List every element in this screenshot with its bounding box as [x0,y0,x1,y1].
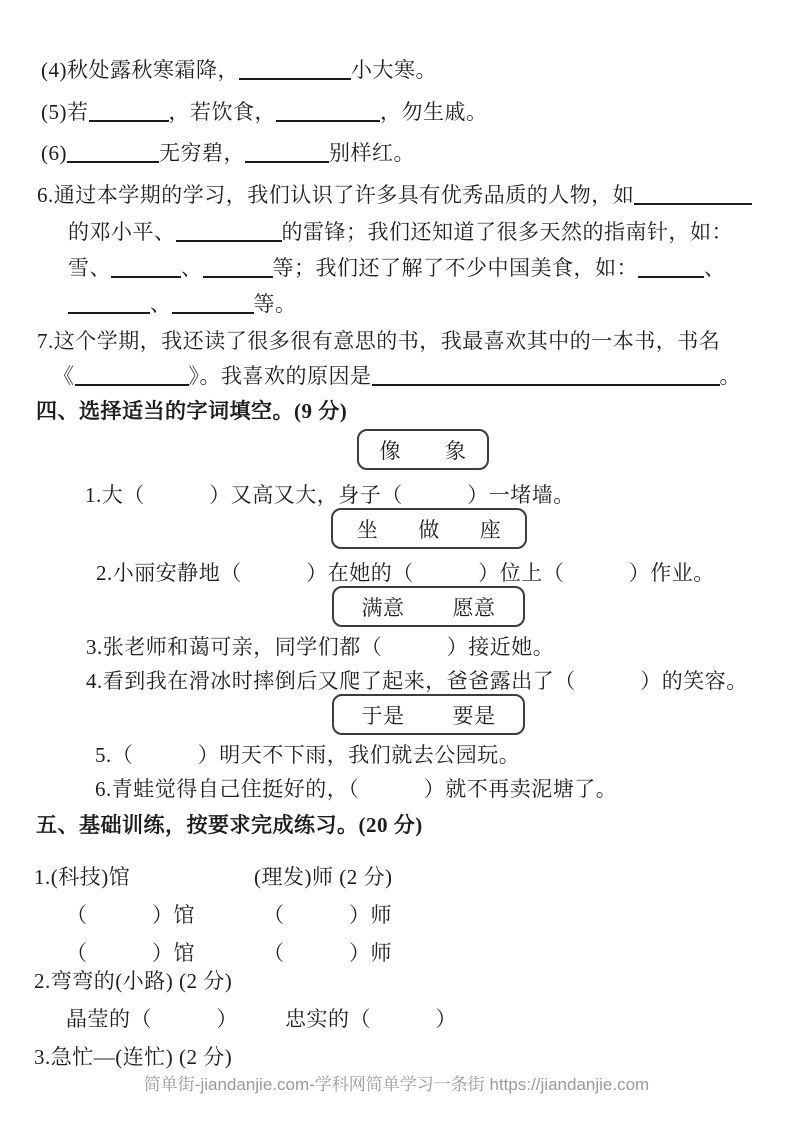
s5-q1-answer-row-1 [66,902,793,928]
s5-q2-label [34,968,232,994]
q6sub-text-c: 别样红。 [329,141,415,165]
q6sub-line [41,140,415,166]
s5-q1-blank-guan: （ ）馆 [66,941,195,965]
s5-q2-blank-right: 忠实的（ ） [285,1007,457,1031]
fill-blank [372,365,720,386]
word-bank-box-2 [331,508,527,549]
q6sub-text-b: 无穷碧， [159,141,245,165]
s4-item-3 [86,634,554,660]
q6-text-l2b: 的雷锋；我们还知道了很多天然的指南针，如： [281,220,733,244]
s4-item-1-text: 1.大（ ）又高又大，身子（ ）一堵墙。 [85,483,575,507]
fill-blank [239,59,351,80]
s4-item-3-text: 3.张老师和蔼可亲，同学们都（ ）接近她。 [86,635,555,659]
q5-line [41,99,488,125]
fill-blank [638,257,704,278]
q6-text-l3a: 雪、 [68,256,111,280]
q4-text-b: 小大寒。 [351,58,437,82]
q6-line-1 [37,182,752,208]
s5-q1-example-left: 1.(科技)馆 [34,865,131,889]
q4-text-a: (4)秋处露秋寒霜降， [41,58,239,82]
q4-line [41,57,437,83]
q7-text-l2a: 《 [53,364,75,388]
word-bank-word: 像 [379,438,401,463]
q6sub-text-a: (6) [41,141,67,165]
s5-q2-label-text: 2.弯弯的(小路) (2 分) [34,969,233,993]
fill-blank [68,293,150,314]
word-bank-word: 于是 [361,703,405,728]
word-bank-word: 要是 [452,703,496,728]
fill-blank [245,142,329,163]
footer-watermark [0,1070,793,1095]
word-bank-box-3 [332,586,525,627]
s4-item-4-text: 4.看到我在滑冰时摔倒后又爬了起来，爸爸露出了（ ）的笑容。 [86,669,748,693]
q5-text-c: ，勿生戚。 [380,100,488,124]
fill-blank [634,184,752,205]
q6-text-l3d: 、 [704,256,726,280]
word-bank-box-1 [357,429,489,470]
s5-q1-blank-guan: （ ）馆 [66,903,195,927]
q6-text-l3c: 等；我们还了解了不少中国美食，如： [272,256,638,280]
word-bank-word: 满意 [361,595,405,620]
word-bank-word: 做 [418,517,440,542]
s4-item-2 [96,560,715,586]
fill-blank [75,365,189,386]
q5-text-a: (5)若 [41,100,89,124]
s5-q1-example-right: (理发)师 (2 分) [254,865,393,889]
footer-watermark-text: 简单街-jiandanjie.com-学科网简单学习一条街 https://jiandanjie.com [143,1075,650,1094]
q5-text-b: ，若饮食， [168,100,276,124]
q6-text-l4a: 、 [150,292,172,316]
word-bank-word: 座 [479,517,502,542]
word-bank-word: 愿意 [452,595,496,620]
q7-line-2 [53,363,741,389]
q7-text-l2b: 》。我喜欢的原因是 [188,364,372,388]
word-bank-word: 坐 [356,517,379,542]
s4-item-6-text: 6.青蛙觉得自己住挺好的，（ ）就不再卖泥塘了。 [95,777,618,801]
fill-blank [276,101,380,122]
q6-text-l2a: 的邓小平、 [68,220,176,244]
s5-q2-answer-row [66,1006,793,1032]
fill-blank [172,293,254,314]
q6-line-4 [68,291,297,317]
q7-text-l2c: 。 [719,364,741,388]
section5-title: 五、基础训练，按要求完成练习。(20 分) [36,813,423,837]
fill-blank [111,257,181,278]
section4-heading [36,398,347,424]
s5-q1-label-row [34,864,793,890]
s4-item-5-text: 5.（ ）明天不下雨，我们就去公园玩。 [95,743,521,767]
fill-blank [89,101,169,122]
s5-q1-blank-shi: （ ）师 [263,941,392,965]
q6-text-l3b: 、 [181,256,203,280]
word-bank-box-4 [332,694,525,735]
s5-q2-blank-left: 晶莹的（ ） [66,1007,238,1031]
s4-item-1 [85,482,575,508]
s4-item-4 [86,668,748,694]
section5-heading [36,812,423,838]
s5-q3-label-text: 3.急忙—(连忙) (2 分) [34,1045,233,1069]
s5-q1-blank-shi: （ ）师 [263,903,392,927]
s4-item-2-text: 2.小丽安静地（ ）在她的（ ）位上（ ）作业。 [96,561,715,585]
q6-text-l1: 6.通过本学期的学习，我们认识了许多具有优秀品质的人物，如 [37,183,635,207]
q6-line-3 [68,255,726,281]
q6-line-2 [68,219,733,245]
word-bank-word: 象 [445,438,467,463]
fill-blank [67,142,159,163]
s4-item-5 [95,742,520,768]
s5-q1-answer-row-2 [66,940,793,966]
fill-blank [203,257,273,278]
s4-item-6 [95,776,617,802]
q7-text-l1: 7.这个学期，我还读了很多很有意思的书，我最喜欢其中的一本书，书名 [37,329,721,353]
fill-blank [176,221,282,242]
s5-q3-label [34,1044,232,1070]
section4-title: 四、选择适当的字词填空。(9 分) [36,399,348,423]
q7-line-1 [37,328,720,354]
q6-text-l4b: 等。 [253,292,297,316]
